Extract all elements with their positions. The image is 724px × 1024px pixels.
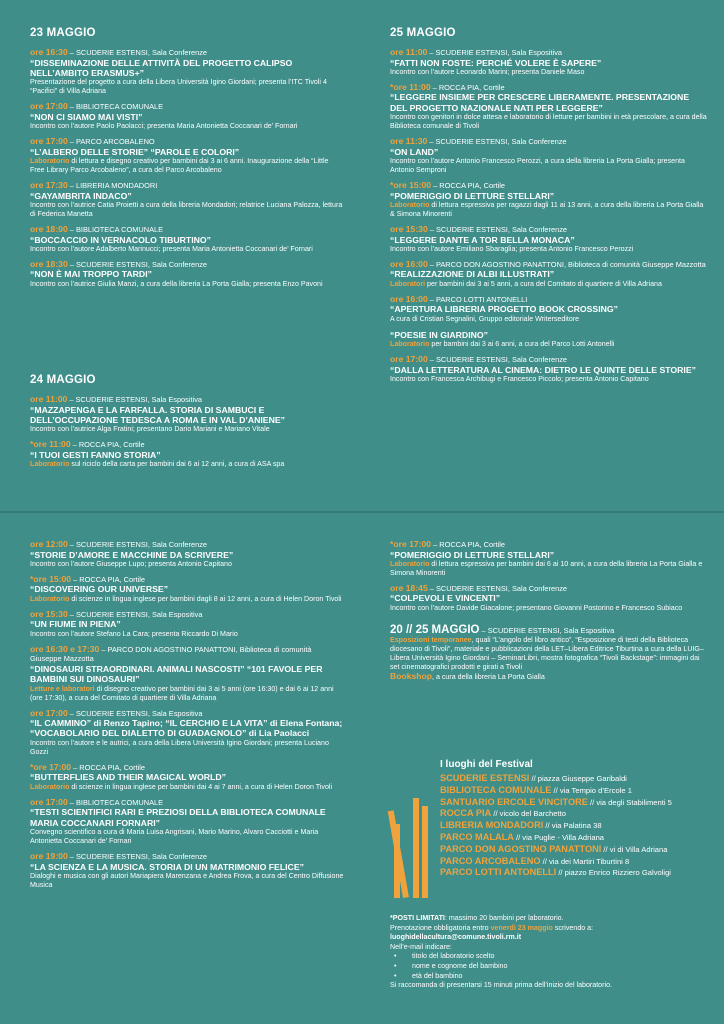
event-description [30, 460, 345, 469]
event-item [390, 83, 708, 131]
event-description [30, 157, 345, 175]
event-desc-text: A cura di Cristian Segnalini, Gruppo editoriale Writerseditore [390, 314, 580, 323]
event-header [390, 355, 708, 365]
event-header [30, 440, 345, 450]
event-place: – LIBRERIA MONDADORI [67, 181, 158, 191]
bullet-item [394, 962, 710, 972]
event-description [390, 375, 708, 384]
event-title: “L’ALBERO DELLE STORIE” “PAROLE E COLORI” [30, 146, 240, 157]
event-place: – ROCCA PIA, Cortile [71, 762, 146, 772]
event-place: – SCUDERIE ESTENSI, Sala Conferenze [427, 583, 567, 593]
event-place: – ROCCA PIA, Cortile [431, 540, 506, 549]
place-name: PARCO LOTTI ANTONELLI [440, 867, 557, 878]
event-title: “FATTI NON FOSTE: PERCHÉ VOLERE È SAPERE” [390, 57, 602, 68]
event-description [30, 783, 345, 792]
event-place: – SCUDERIE ESTENSI, Sala Conferenze [427, 355, 567, 365]
event-lab-label: Letture e laboratori [30, 684, 95, 693]
place-address: // via Puglie - Villa Adriana [513, 832, 605, 842]
event-description [390, 280, 708, 289]
event-header [30, 181, 345, 191]
column-24-maggio [30, 374, 345, 475]
event-description [30, 201, 345, 219]
event-title: “BOCCACCIO IN VERNACOLO TIBURTINO” [30, 234, 211, 245]
event-place: – ROCCA PIA, Cortile [430, 82, 505, 92]
event-desc-text: Incontro con l’autore Paolo Paolacci; presenta Maria Antonietta Coccanari de’ Fornari [30, 122, 298, 131]
event-item [30, 102, 345, 131]
event-header [30, 709, 345, 719]
range-place: – SCUDERIE ESTENSI, Sala Espositiva [479, 625, 615, 635]
event-description [390, 68, 708, 77]
event-title: “POMERIGGIO DI LETTURE STELLARI” [390, 549, 555, 560]
event-time: ore 17:00 [30, 101, 68, 112]
event-title: “DISCOVERING OUR UNIVERSE” [30, 584, 169, 595]
event-item [390, 48, 708, 77]
event-header [390, 83, 708, 93]
exhibit-text: , quali “L’angolo del libro antico”, “Esposizione di testi della Biblioteca diocesano di Tivoli”, materiale e pubblicazioni della LET–Libera Editrice Tiburtina a cura della LUIG–Libera Università Igino Giordani – SeminarLibri, mostra fotografica “Tivoli Backstage”: immagini dai set cinematografici prodotti e girati a Tivoli [390, 635, 704, 671]
event-desc-text: di lettura e disegno creativo per bambini dai 3 ai 6 anni. Inaugurazione della “Little Free Library Parco Arcobaleno”, a cura del Parco Arcobaleno [30, 157, 329, 175]
event-header [390, 260, 708, 270]
event-item [30, 260, 345, 289]
event-title: “LEGGERE DANTE A TOR BELLA MONACA” [390, 234, 575, 245]
event-time: ore 11:30 [390, 136, 428, 147]
event-place: – SCUDERIE ESTENSI, Sala Conferenze [427, 137, 567, 147]
event-lab-label: Laboratorio [30, 157, 70, 166]
event-header [30, 540, 345, 550]
event-description [30, 739, 345, 757]
event-description [30, 122, 345, 131]
event-item [30, 395, 345, 434]
event-description [30, 280, 345, 289]
event-lab-label: Laboratorio [390, 201, 430, 210]
places-title: I luoghi del Festival [440, 759, 533, 770]
event-place: – BIBLIOTECA COMUNALE [67, 797, 164, 807]
event-desc-text: Incontro con l’autrice Alga Fratini; presentano Dario Mariani e Mariano Vitale [30, 425, 270, 434]
place-address: // via degli Stabilimenti 5 [587, 797, 672, 807]
event-header [390, 137, 708, 147]
exhibition-range [390, 625, 708, 682]
event-place: – ROCCA PIA, Cortile [70, 440, 145, 450]
event-description [390, 113, 708, 131]
event-place: – PARCO ARCOBALENO [67, 137, 155, 147]
event-header [30, 763, 345, 773]
event-desc-text: Incontro con l’autrice Catia Proietti a cura della libreria Mondadori; relatrice Luciana Palozza, lettura di Federica Manetta [30, 201, 343, 219]
event-place: – SCUDERIE ESTENSI, Sala Conferenze [427, 225, 567, 235]
place-item [440, 844, 710, 856]
event-item [30, 440, 345, 469]
event-place: – SCUDERIE ESTENSI, Sala Conferenze [67, 259, 207, 269]
event-place: – SCUDERIE ESTENSI, Sala Conferenze [67, 540, 207, 549]
event-title: “GAYAMBRITA INDACO” [30, 190, 132, 201]
event-place: – SCUDERIE ESTENSI, Sala Espositiva [427, 48, 563, 57]
event-title: “NON CI SIAMO MAI VISTI” [30, 111, 143, 122]
event-title: “COLPEVOLI E VINCENTI” [390, 593, 501, 604]
event-place: – SCUDERIE ESTENSI, Sala Espositiva [67, 395, 203, 404]
event-item [30, 540, 345, 569]
bullet-text: età del bambino [412, 971, 463, 980]
event-desc-text: Incontro con l’autrice Giulia Manzi, a cura della libreria La Porta Gialla; presenta Enzo Pavoni [30, 279, 323, 288]
event-time: ore 16:30 [30, 47, 68, 57]
event-title: “TESTI SCIENTIFICI RARI E PREZIOSI DELLA BIBLIOTECA COMUNALE MARIA COCCANARI FORNARI” [30, 807, 326, 828]
event-item [390, 540, 708, 578]
event-item [30, 181, 345, 219]
place-name: BIBLIOTECA COMUNALE [440, 784, 552, 795]
event-item [390, 137, 708, 175]
event-item [390, 355, 708, 384]
event-header [30, 225, 345, 235]
event-time: ore 18:00 [30, 224, 68, 235]
email-intro: Nell’e-mail indicare: [390, 942, 452, 951]
event-item [30, 575, 345, 604]
event-header [30, 48, 345, 58]
column-25-maggio [390, 27, 708, 390]
place-address: // via dei Martiri Tiburtini 8 [540, 856, 630, 866]
bullet-text: nome e cognome del bambino [412, 961, 508, 970]
event-place: – ROCCA PIA, Cortile [431, 181, 506, 191]
place-name: ROCCA PIA [440, 808, 492, 819]
event-place: – PARCO DON AGOSTINO PANATTONI, Biblioteca di comunità Giuseppe Mazzotta [427, 259, 706, 269]
event-header [390, 295, 708, 305]
event-time: *ore 15:00 [390, 180, 432, 191]
event-desc-text: di lettura espressiva per bambini dai 6 ai 10 anni, a cura della libreria La Porta Gialla e Simona Minorenti [390, 559, 703, 577]
event-time: *ore 11:00 [390, 81, 431, 92]
place-name: SANTUARIO ERCOLE VINCITORE [440, 796, 588, 807]
event-place: – SCUDERIE ESTENSI, Sala Conferenze [67, 48, 207, 57]
event-desc-text: Incontro con Francesca Archibugi e Francesco Piccolo; presenta Antonio Capitano [390, 375, 649, 384]
event-desc-text: Incontro con l’autore Emiliano Sbaraglia; presenta Antonio Francesco Perozzi [390, 244, 634, 253]
limited-seats: *POSTI LIMITATI: massimo 20 bambini per laboratorio. [390, 914, 564, 922]
event-desc-text: Incontro con l’autore Antonio Francesco Perozzi, a cura della libreria La Porta Gialla; presenta Antonio Semproni [390, 157, 685, 175]
event-desc-text: Incontro con genitori in dolce attesa e laboratorio di letture per bambini in età prescolare, a cura della Biblioteca comunale di Tivoli [390, 113, 707, 131]
event-title: “REALIZZAZIONE DI ALBI ILLUSTRATI” [390, 269, 555, 280]
event-title: “DALLA LETTERATURA AL CINEMA: DIETRO LE QUINTE DELLE STORIE” [390, 364, 696, 375]
event-place: – PARCO LOTTI ANTONELLI [427, 294, 528, 304]
event-description [390, 340, 708, 349]
event-title: “UN FIUME IN PIENA” [30, 619, 121, 630]
event-header [30, 645, 345, 664]
place-item [440, 832, 710, 844]
event-header [30, 575, 345, 585]
event-time: ore 17:30 [30, 180, 68, 191]
place-name: PARCO DON AGOSTINO PANATTONI [440, 843, 602, 854]
event-title: “NON È MAI TROPPO TARDI” [30, 269, 152, 280]
event-place: – BIBLIOTECA COMUNALE [67, 225, 164, 235]
bookshop-text: , a cura della libreria La Porta Gialla [432, 672, 545, 681]
event-time: *ore 15:00 [30, 573, 72, 584]
column-25-maggio-continued [390, 540, 708, 682]
bullet-item [394, 972, 710, 982]
event-time: ore 15:30 [30, 608, 68, 619]
event-header [30, 395, 345, 405]
event-desc-text: Incontro con l’autore Leonardo Marini; presenta Daniele Maso [390, 67, 585, 76]
event-description [30, 245, 345, 254]
place-address: // vi di Villa Adriana [601, 844, 668, 854]
event-desc-text: di lettura espressiva per ragazzi dagli 11 ai 13 anni, a cura della libreria La Porta Gialla & Simona Minorenti [390, 201, 704, 219]
event-item [390, 330, 708, 349]
event-time: *ore 17:00 [390, 539, 432, 549]
event-desc-text: di disegno creativo per bambini dai 3 ai 5 anni (ore 16:30) e dai 6 ai 12 anni (ore 17:30), a cura del Comitato di quartiere di Villa Adriana [30, 684, 334, 702]
place-address: // via Tempio d’Ercole 1 [551, 785, 632, 795]
event-description [30, 425, 345, 434]
event-title: “STORIE D’AMORE E MACCHINE DA SCRIVERE” [30, 549, 234, 560]
event-title: “LEGGERE INSIEME PER CRESCERE LIBERAMENTE. PRESENTAZIONE DEL PROGETTO NAZIONALE NATI PER LEGGERE” [390, 92, 690, 113]
event-desc-text: Dialoghi e musica con gli autori Mariapiera Marenzana e Andrea Frova, a cura del Centro Diffusione Musica [30, 871, 344, 889]
column-24-maggio-continued [30, 540, 345, 896]
event-time: *ore 11:00 [30, 439, 71, 450]
place-address: // via Palatina 38 [543, 821, 602, 831]
event-title: “APERTURA LIBRERIA PROGETTO BOOK CROSSING” [390, 304, 618, 315]
event-item [30, 798, 345, 846]
place-item [440, 785, 710, 797]
place-item [440, 808, 710, 820]
place-item [440, 867, 710, 879]
place-name: SCUDERIE ESTENSI [440, 773, 530, 783]
event-time: ore 16:00 [390, 293, 428, 304]
event-desc-text: Incontro con l’autore Davide Giacalone; presentano Giovanni Postorino e Francesco Subiaco [390, 603, 683, 612]
range-dates: 20 // 25 MAGGIO [390, 623, 480, 636]
event-item [30, 48, 345, 96]
bullet-dot-icon: • [394, 971, 397, 980]
place-address: // piazza Giuseppe Garibaldi [529, 774, 627, 783]
event-title: “ON LAND” [390, 146, 439, 157]
column-23-maggio [30, 27, 345, 295]
place-item [440, 856, 710, 868]
event-item [390, 181, 708, 219]
event-header [390, 540, 708, 550]
exhibit-label: Esposizioni temporanee [390, 635, 472, 644]
event-desc-text: di scienze in lingua inglese per bambini dagli 8 ai 12 anni, a cura di Helen Doron Tivoli [69, 594, 342, 603]
place-name: PARCO MALALA [440, 831, 514, 842]
event-lab-label: Laboratorio [30, 782, 70, 791]
event-time: ore 18:45 [390, 582, 428, 593]
event-header [390, 225, 708, 235]
event-desc-text: Incontro con l’autore e le autrici, a cura della Libera Università Igino Giordani; presenta Luciano Gozzi [30, 738, 329, 756]
event-desc-text: sul riciclo della carta per bambini dai 6 ai 12 anni, a cura di ASA spa [69, 460, 285, 469]
event-place: – SCUDERIE ESTENSI, Sala Espositiva [67, 708, 203, 718]
range-header [390, 625, 708, 636]
event-desc-text: per bambini dai 3 ai 6 anni, a cura del Parco Lotti Antonelli [429, 340, 615, 349]
place-item [440, 797, 710, 809]
event-time: ore 15:30 [390, 224, 428, 235]
event-time: ore 16:00 [390, 258, 428, 269]
event-item [30, 852, 345, 890]
place-address: // piazzo Enrico Rizziero Galvoligi [556, 868, 671, 878]
closing-note: Si raccomanda di presentarsi 15 minuti prima dell’inizio del laboratorio. [390, 981, 612, 990]
place-name: LIBRERIA MONDADORI [440, 820, 544, 831]
event-place: – SCUDERIE ESTENSI, Sala Espositiva [67, 609, 203, 619]
event-time: ore 12:00 [30, 539, 68, 549]
exhibition-description [390, 636, 708, 672]
event-title: “POESIE IN GIARDINO” [390, 329, 488, 340]
event-title: “IL CAMMINO” di Renzo Tapino; “IL CERCHIO E LA VITA” di Elena Fontana; “VOCABOLARIO DEL DIALETTO DI GUADAGNOLO” di Lia Paolacci [30, 718, 343, 739]
event-place: – BIBLIOTECA COMUNALE [67, 102, 164, 112]
event-desc-text: Presentazione del progetto a cura della Libera Università Igino Giordani; presenta l’ITC Tivoli 4 “Pacifici” di Villa Adriana [30, 78, 327, 96]
event-header [30, 852, 345, 862]
day-title: 25 MAGGIO [390, 27, 456, 39]
event-time: ore 16:30 e 17:30 [30, 643, 100, 654]
event-description [390, 604, 708, 613]
event-lab-label: Laboratori [390, 279, 426, 288]
event-desc-text: di scienze in lingua inglese per bambini dai 4 ai 7 anni, a cura di Helen Doron Tivoli [69, 782, 333, 791]
bullet-dot-icon: • [394, 961, 397, 970]
event-desc-text: Incontro con l’autore Stefano La Cara; presenta Riccardo Di Mario [30, 629, 238, 638]
event-header [390, 48, 708, 58]
bullet-dot-icon: • [394, 952, 397, 961]
bookshop-label: Bookshop [390, 670, 433, 681]
event-description [30, 828, 345, 846]
event-title: “MAZZAPENGA E LA FARFALLA. STORIA DI SAMBUCI E DELL’OCCUPAZIONE TEDESCA A ROMA E IN VAL D’ANIENE” [30, 404, 286, 425]
event-time: ore 11:00 [30, 394, 68, 404]
event-title: “BUTTERFLIES AND THEIR MAGICAL WORLD” [30, 772, 226, 783]
section-divider [0, 511, 724, 513]
event-desc-text: per bambini dai 3 ai 5 anni, a cura del Comitato di quartiere di Villa Adriana [425, 279, 662, 288]
booking-notes [390, 914, 710, 991]
event-description [30, 595, 345, 604]
event-item [30, 645, 345, 703]
event-title: “LA SCIENZA E LA MUSICA. STORIA DI UN MATRIMONIO FELICE” [30, 861, 304, 872]
event-description [390, 560, 708, 578]
event-description [30, 872, 345, 890]
event-description [30, 560, 345, 569]
event-item [390, 260, 708, 289]
event-time: ore 17:00 [30, 796, 68, 807]
day-title: 23 MAGGIO [30, 27, 96, 39]
event-desc-text: Incontro con l’autore Giuseppe Lupo; presenta Antonio Capitano [30, 559, 232, 568]
festival-places [390, 759, 710, 879]
event-title: “DINOSAURI STRAORDINARI. ANIMALI NASCOSTI” “101 FAVOLE PER BAMBINI SUI DINOSAURI” [30, 663, 323, 685]
event-item [30, 709, 345, 757]
event-description [390, 315, 708, 324]
event-item [30, 225, 345, 254]
event-description [390, 157, 708, 175]
event-time: ore 18:30 [30, 258, 68, 269]
event-header [390, 584, 708, 594]
event-title: “DISSEMINAZIONE DELLE ATTIVITÀ DEL PROGETTO CALIPSO NELL’AMBITO ERASMUS+” [30, 57, 293, 78]
bookshop-description [390, 672, 708, 682]
event-item [30, 610, 345, 639]
event-item [390, 295, 708, 324]
event-lab-label: Laboratorio [30, 460, 70, 469]
day-title: 24 MAGGIO [30, 374, 96, 386]
event-place: – ROCCA PIA, Cortile [71, 574, 146, 584]
event-header [30, 260, 345, 270]
event-desc-text: Convegno scientifico a cura di Maria Luisa Angrisani, Mario Marino, Alvaro Cacciotti e Maria Antonietta Coccanari de’ Fornari [30, 828, 319, 846]
event-time: ore 19:00 [30, 851, 68, 862]
event-time: *ore 17:00 [30, 761, 72, 772]
event-place: – SCUDERIE ESTENSI, Sala Conferenze [67, 852, 207, 862]
event-desc-text: Incontro con l’autore Adalberto Marinucci; presenta Maria Antonietta Coccanari de’ Fornari [30, 244, 313, 253]
event-lab-label: Laboratorio [30, 594, 70, 603]
event-header [30, 137, 345, 147]
event-item [390, 225, 708, 254]
event-lab-label: Laboratorio [390, 559, 430, 568]
event-header [390, 181, 708, 191]
event-description [30, 685, 345, 703]
event-time: ore 17:00 [30, 136, 68, 147]
place-name: PARCO ARCOBALENO [440, 855, 541, 866]
place-item [440, 820, 710, 832]
booking-email[interactable]: luoghidellacultura@comune.tivoli.rm.it [390, 933, 522, 942]
event-description [30, 630, 345, 639]
event-time: ore 17:00 [30, 707, 68, 718]
bullet-item [394, 952, 710, 962]
event-description [390, 201, 708, 219]
event-place: – PARCO DON AGOSTINO PANATTONI, Biblioteca di comunità Giuseppe Mazzotta [30, 644, 312, 664]
event-description [30, 78, 345, 96]
event-item [390, 584, 708, 613]
event-title: “I TUOI GESTI FANNO STORIA” [30, 449, 161, 460]
place-address: // vicolo del Barchetto [491, 809, 566, 819]
event-description [390, 245, 708, 254]
event-time: ore 17:00 [390, 354, 428, 365]
event-item [30, 137, 345, 175]
bullet-text: titolo del laboratorio scelto [412, 952, 495, 961]
place-item [440, 773, 710, 785]
event-header [30, 102, 345, 112]
event-item [30, 763, 345, 792]
event-lab-label: Laboratorio [390, 340, 430, 349]
event-header [30, 610, 345, 620]
event-header [30, 798, 345, 808]
booking-line: Prenotazione obbligatoria entro venerdì 23 maggio scrivendo a: [390, 923, 594, 932]
event-time: ore 11:00 [390, 47, 428, 57]
event-title: “POMERIGGIO DI LETTURE STELLARI” [390, 190, 555, 201]
